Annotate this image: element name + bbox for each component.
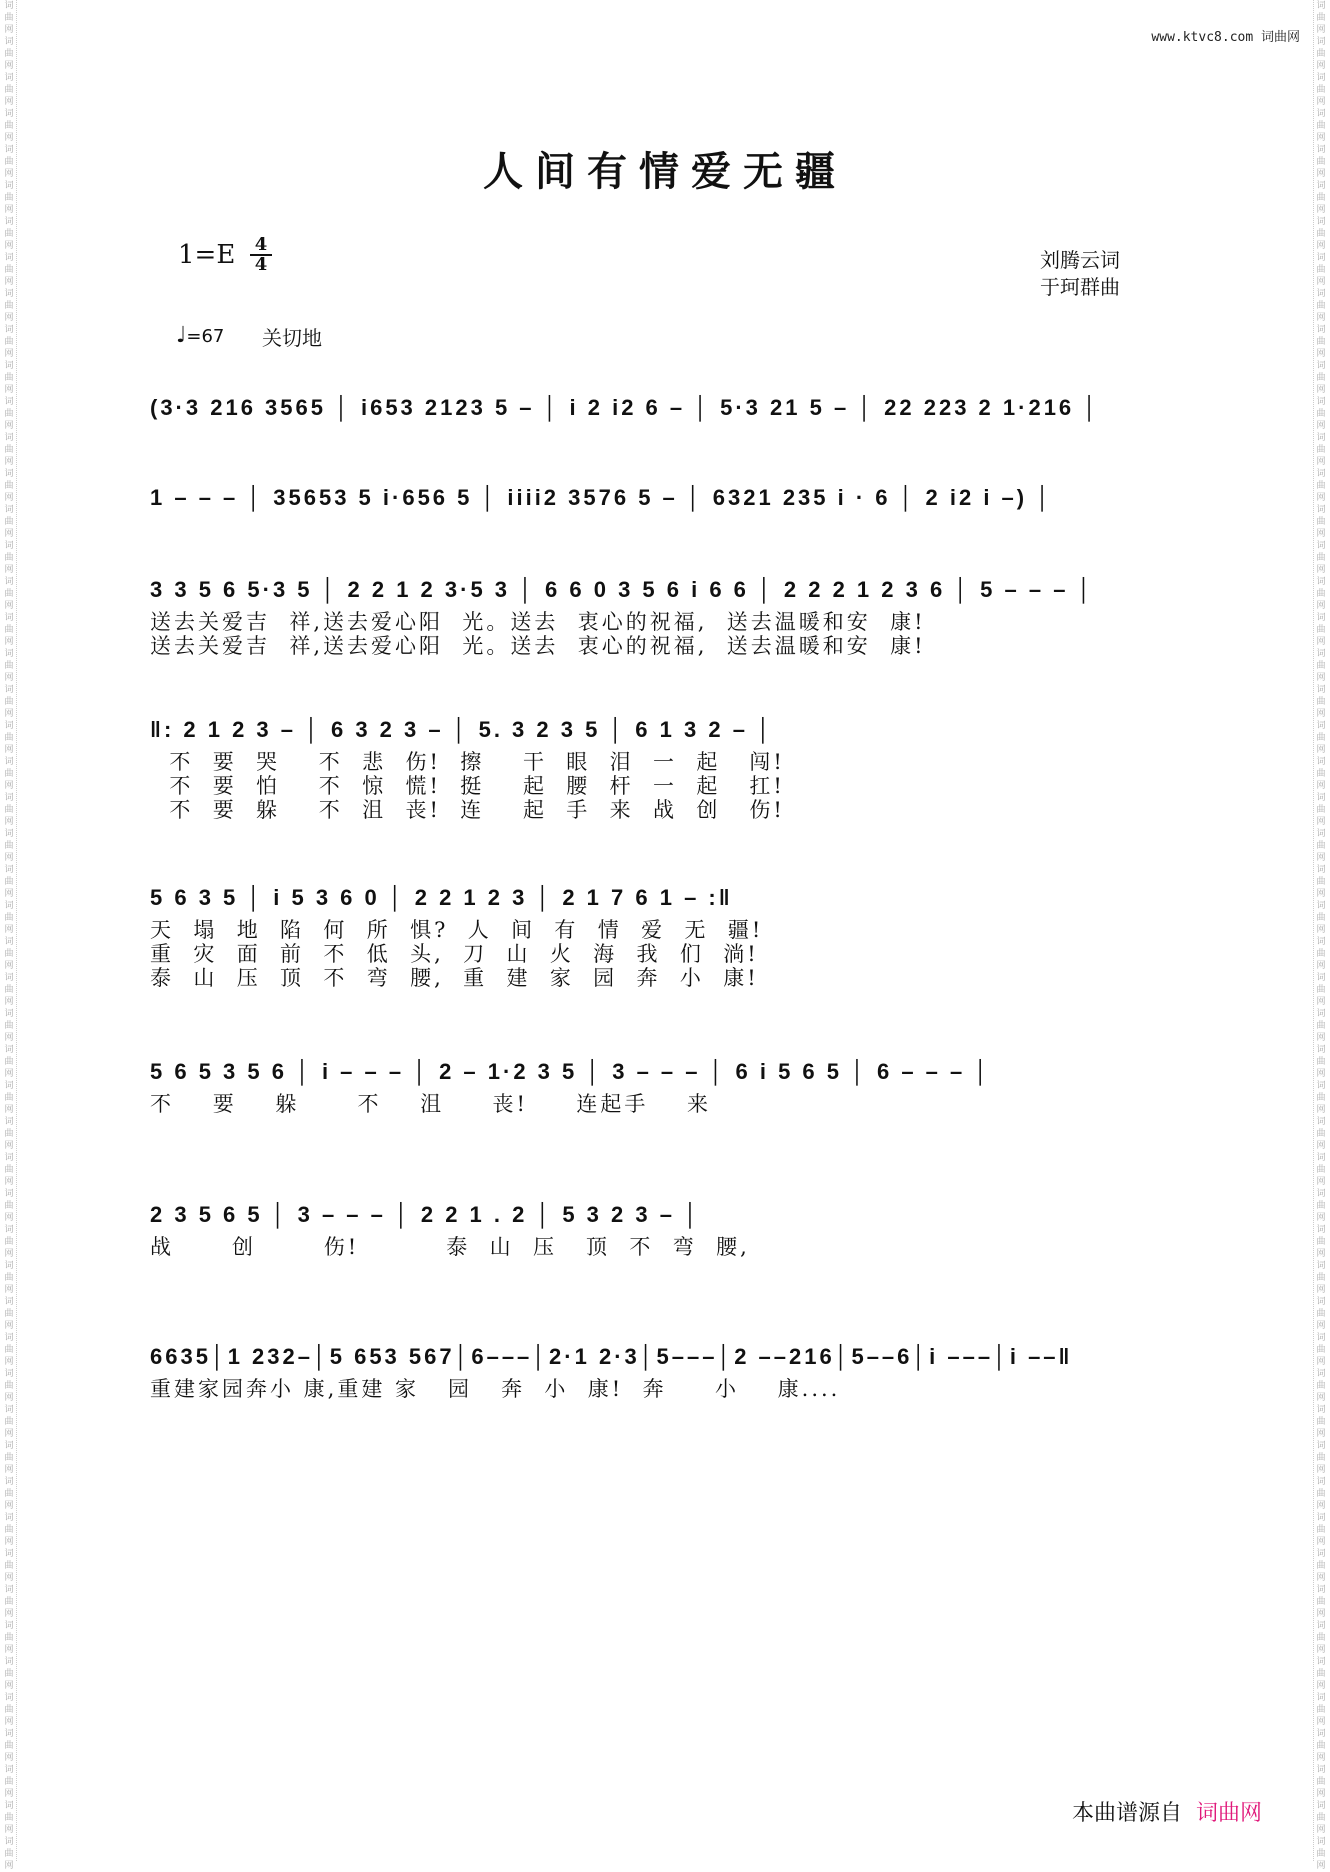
watermark-text: 词曲网 [1316, 649, 1326, 683]
watermark-text: 词曲网 [4, 1729, 14, 1763]
notes-line: 2 3 5 6 5 │ 3 – – – │ 2 2 1 . 2 │ 5 3 2 3 – │ [150, 1202, 701, 1227]
watermark-text: 词曲网 [1316, 181, 1326, 215]
notation-system [150, 710, 1180, 822]
watermark-text: 词曲网 [1316, 1801, 1326, 1835]
watermark-text: 词曲网 [1316, 1621, 1326, 1655]
watermark-text: 词曲网 [1316, 577, 1326, 611]
watermark-text: 词曲网 [4, 1441, 14, 1475]
watermark-text: 词曲网 [4, 181, 14, 215]
lyrics-line: 送去关爱吉 祥,送去爱心阳 光。送去 衷心的祝福, 送去温暖和安 康! [150, 634, 926, 658]
watermark-text: 词曲网 [4, 1585, 14, 1619]
watermark-text: 词曲网 [1316, 1333, 1326, 1367]
watermark-text: 词曲网 [1316, 217, 1326, 251]
key-signature: 1=E [178, 240, 236, 270]
lyrics-line: 泰 山 压 顶 不 弯 腰, 重 建 家 园 奔 小 康! [150, 966, 759, 990]
watermark-text: 词曲网 [1316, 1729, 1326, 1763]
tempo-marking [176, 323, 224, 348]
watermark-text: 词曲网 [4, 253, 14, 287]
watermark-text: 词曲网 [4, 433, 14, 467]
watermark-text: 词曲网 [1316, 37, 1326, 71]
watermark-text: 词曲网 [1316, 289, 1326, 323]
watermark-text: 词曲网 [4, 1765, 14, 1799]
watermark-text: 词曲网 [4, 1189, 14, 1223]
song-title: 人间有情爱无疆 [483, 148, 847, 195]
watermark-text: 词曲网 [1316, 1405, 1326, 1439]
watermark-text: 词曲网 [4, 901, 14, 935]
watermark-text: 词曲网 [1316, 1225, 1326, 1259]
left-watermark-strip [2, 0, 17, 1871]
watermark-text: 词曲网 [1316, 1549, 1326, 1583]
watermark-text: 词曲网 [4, 937, 14, 971]
watermark-text: 词曲网 [4, 1153, 14, 1187]
watermark-text: 词曲网 [4, 1117, 14, 1151]
watermark-text: 词曲网 [4, 685, 14, 719]
watermark-text: 词曲网 [1316, 685, 1326, 719]
watermark-text: 词曲网 [4, 289, 14, 323]
notes-line: (3·3 216 3565 │ i653 2123 5 – │ i 2 i2 6 – │ 5·3 21 5 – │ 22 223 2 1·216 │ [150, 395, 1101, 420]
watermark-text: 词曲网 [4, 1081, 14, 1115]
watermark-text: 词曲网 [4, 793, 14, 827]
watermark-text: 词曲网 [4, 973, 14, 1007]
lyrics-line: 重建家园奔小 康,重建 家 园 奔 小 康! 奔 小 康.... [150, 1377, 841, 1401]
watermark-text: 词曲网 [1316, 1045, 1326, 1079]
notes-line: ‖: 2 1 2 3 – │ 6 3 2 3 – │ 5. 3 2 3 5 │ 6 1 3 2 – │ [150, 717, 774, 742]
notation-system [150, 388, 1180, 428]
watermark-text: 词曲网 [4, 541, 14, 575]
notation-system [150, 1337, 1180, 1401]
watermark-text: 词曲网 [1316, 397, 1326, 431]
watermark-text: 词曲网 [4, 721, 14, 755]
right-watermark-strip [1313, 0, 1328, 1871]
watermark-text: 词曲网 [4, 397, 14, 431]
watermark-text: 词曲网 [4, 1621, 14, 1655]
source-brand-link[interactable]: 词曲网 [1196, 1801, 1263, 1826]
notation-system [150, 1195, 1180, 1259]
lyrics-line: 不 要 怕 不 惊 慌! 挺 起 腰 杆 一 起 扛! [150, 774, 785, 798]
watermark-text: 词曲网 [1316, 1765, 1326, 1799]
watermark-text: 词曲网 [1316, 1837, 1326, 1871]
watermark-text: 词曲网 [4, 505, 14, 539]
watermark-text: 词曲网 [1316, 541, 1326, 575]
lyrics-line: 不 要 躲 不 沮 丧! 连 起 手 来 战 创 伤! [150, 798, 785, 822]
watermark-text: 词曲网 [4, 1837, 14, 1871]
lyrics-line: 天 塌 地 陷 何 所 惧? 人 间 有 情 爱 无 疆! [150, 918, 764, 942]
watermark-text: 词曲网 [1316, 1153, 1326, 1187]
watermark-text: 词曲网 [1316, 1477, 1326, 1511]
notation-system [150, 1052, 1180, 1116]
watermark-text: 词曲网 [1316, 361, 1326, 395]
notes-line: 1 – – – │ 35653 5 i·656 5 │ iiii2 3576 5 – │ 6321 235 i · 6 │ 2 i2 i –) │ [150, 485, 1053, 510]
watermark-text: 词曲网 [4, 37, 14, 71]
quarter-note-icon: ♩ [176, 323, 187, 348]
watermark-text: 词曲网 [4, 577, 14, 611]
watermark-text: 词曲网 [4, 1, 14, 35]
lyrics-line: 不 要 哭 不 悲 伤! 擦 干 眼 泪 一 起 闯! [150, 750, 785, 774]
watermark-text: 词曲网 [4, 1693, 14, 1727]
watermark-text: 词曲网 [4, 1549, 14, 1583]
time-signature-bottom: 4 [254, 254, 268, 275]
watermark-text: 词曲网 [1316, 1585, 1326, 1619]
watermark-text: 词曲网 [1316, 1, 1326, 35]
watermark-text: 词曲网 [1316, 937, 1326, 971]
watermark-text: 词曲网 [1316, 1513, 1326, 1547]
watermark-text: 词曲网 [1316, 973, 1326, 1007]
watermark-text: 词曲网 [4, 613, 14, 647]
watermark-text: 词曲网 [4, 865, 14, 899]
watermark-text: 词曲网 [1316, 757, 1326, 791]
watermark-text: 词曲网 [1316, 1009, 1326, 1043]
notes-line: 6635│1 232–│5 653 567│6–––│2·1 2·3│5–––│2 ––216│5––6│i –––│i ––‖ [150, 1344, 1073, 1369]
watermark-text: 词曲网 [4, 325, 14, 359]
watermark-text: 词曲网 [4, 1513, 14, 1547]
tempo-value: =67 [186, 326, 225, 347]
lyricist: 刘腾云词 [1040, 248, 1120, 272]
watermark-text: 词曲网 [4, 757, 14, 791]
watermark-text: 词曲网 [1316, 325, 1326, 359]
lyrics-line: 重 灾 面 前 不 低 头, 刀 山 火 海 我 们 淌! [150, 942, 759, 966]
watermark-text: 词曲网 [4, 1477, 14, 1511]
watermark-text: 词曲网 [1316, 469, 1326, 503]
watermark-text: 词曲网 [4, 1801, 14, 1835]
watermark-text: 词曲网 [4, 829, 14, 863]
watermark-text: 词曲网 [4, 145, 14, 179]
credits [1040, 247, 1120, 301]
source-credit [1072, 1796, 1262, 1827]
watermark-text: 词曲网 [1316, 253, 1326, 287]
watermark-text: 词曲网 [1316, 1261, 1326, 1295]
watermark-text: 词曲网 [4, 1657, 14, 1691]
watermark-text: 词曲网 [1316, 1117, 1326, 1151]
watermark-text: 词曲网 [4, 1369, 14, 1403]
watermark-text: 词曲网 [1316, 145, 1326, 179]
site-url[interactable]: www.ktvc8.com 词曲网 [1151, 30, 1300, 45]
watermark-text: 词曲网 [4, 1297, 14, 1331]
watermark-text: 词曲网 [1316, 1369, 1326, 1403]
watermark-text: 词曲网 [1316, 433, 1326, 467]
watermark-text: 词曲网 [4, 1261, 14, 1295]
watermark-text: 词曲网 [1316, 1297, 1326, 1331]
notes-line: 3 3 5 6 5·3 5 │ 2 2 1 2 3·5 3 │ 6 6 0 3 5 6 i 6 6 │ 2 2 2 1 2 3 6 │ 5 – – – │ [150, 577, 1095, 602]
lyrics-line: 战 创 伤! 泰 山 压 顶 不 弯 腰, [150, 1235, 750, 1259]
time-signature-top: 4 [250, 236, 272, 256]
lyrics-line: 送去关爱吉 祥,送去爱心阳 光。送去 衷心的祝福, 送去温暖和安 康! [150, 610, 926, 634]
watermark-text: 词曲网 [4, 1045, 14, 1079]
watermark-text: 词曲网 [1316, 109, 1326, 143]
watermark-text: 词曲网 [4, 217, 14, 251]
notes-line: 5 6 3 5 │ i 5 3 6 0 │ 2 2 1 2 3 │ 2 1 7 6 1 – :‖ [150, 885, 733, 910]
watermark-text: 词曲网 [1316, 793, 1326, 827]
watermark-text: 词曲网 [1316, 1441, 1326, 1475]
watermark-text: 词曲网 [1316, 865, 1326, 899]
watermark-text: 词曲网 [1316, 1189, 1326, 1223]
watermark-text: 词曲网 [4, 649, 14, 683]
watermark-text: 词曲网 [1316, 1081, 1326, 1115]
notation-system [150, 478, 1180, 518]
watermark-text: 词曲网 [1316, 1693, 1326, 1727]
watermark-text: 词曲网 [1316, 73, 1326, 107]
watermark-text: 词曲网 [4, 1225, 14, 1259]
composer: 于珂群曲 [1040, 275, 1120, 299]
watermark-text: 词曲网 [4, 73, 14, 107]
watermark-text: 词曲网 [1316, 613, 1326, 647]
watermark-text: 词曲网 [4, 1333, 14, 1367]
watermark-text: 词曲网 [4, 109, 14, 143]
watermark-text: 词曲网 [1316, 1657, 1326, 1691]
notation-system [150, 570, 1180, 658]
watermark-text: 词曲网 [1316, 901, 1326, 935]
watermark-text: 词曲网 [1316, 721, 1326, 755]
time-signature [250, 236, 272, 274]
watermark-text: 词曲网 [1316, 505, 1326, 539]
watermark-text: 词曲网 [4, 361, 14, 395]
notation-system [150, 878, 1180, 990]
notes-line: 5 6 5 3 5 6 │ i – – – │ 2 – 1·2 3 5 │ 3 – – – │ 6 i 5 6 5 │ 6 – – – │ [150, 1059, 992, 1084]
watermark-text: 词曲网 [4, 1009, 14, 1043]
lyrics-line: 不 要 躲 不 沮 丧! 连起手 来 [150, 1092, 712, 1116]
watermark-text: 词曲网 [4, 1405, 14, 1439]
watermark-text: 词曲网 [1316, 829, 1326, 863]
source-prefix: 本曲谱源自 [1072, 1801, 1183, 1826]
watermark-text: 词曲网 [4, 469, 14, 503]
expression-marking: 关切地 [262, 326, 322, 350]
